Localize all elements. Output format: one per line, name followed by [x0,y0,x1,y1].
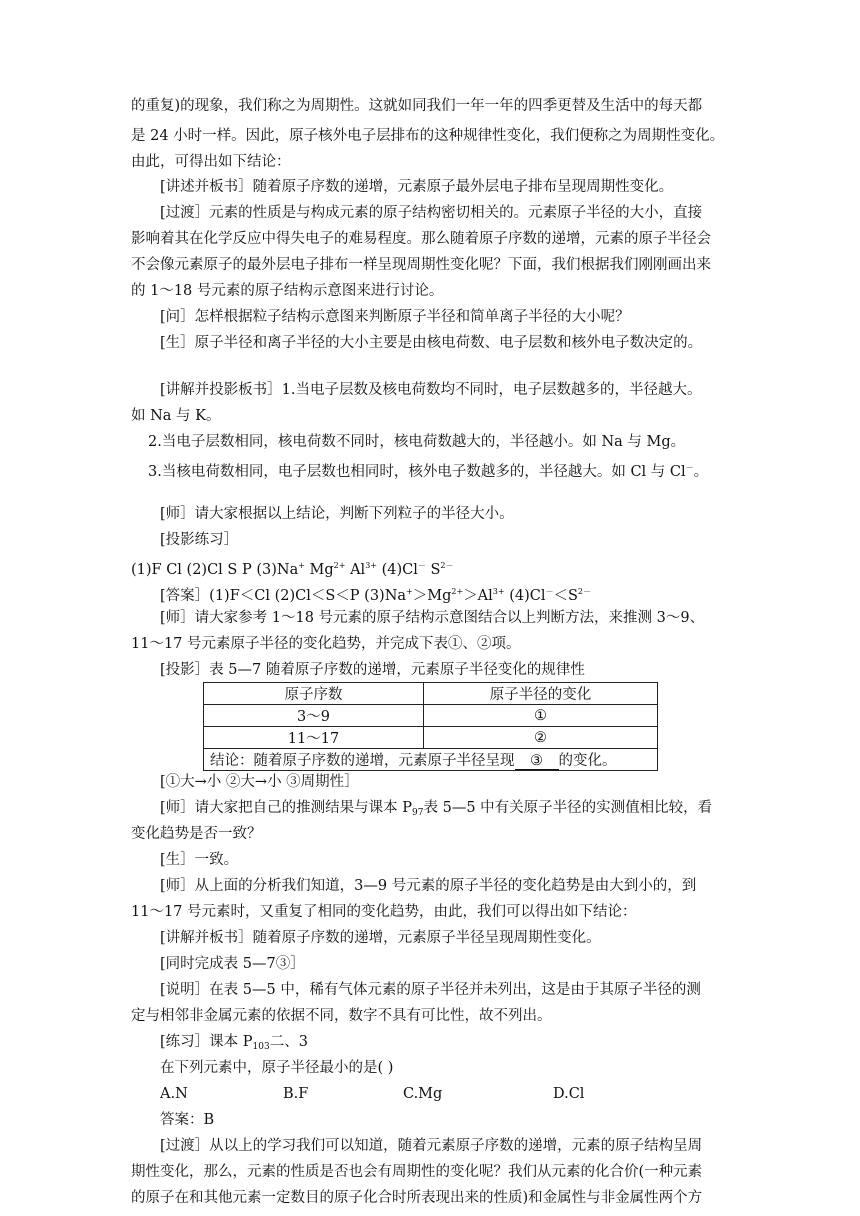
text-span: Al [345,562,366,578]
text-line: 的原子在和其他元素一定数目的原子化合时所表现出来的性质)和金属性与非金属性两个方 [131,1190,703,1206]
text-line: [同时完成表 5—7③］ [160,956,305,972]
conclusion-text: 结论：随着原子序数的递增，元素原子半径呈现 [210,753,515,769]
text-line: 如 Na 与 K。 [131,408,221,424]
table-header-cell: 原子序数 [204,683,424,705]
text-span: ＜S [553,588,578,604]
text-line [160,582,591,606]
superscript: 2+ [333,561,346,570]
text-line [148,458,708,482]
superscript: 2－ [577,587,592,596]
text-span: [师］请大家把自己的推测结果与课本 P [160,800,413,816]
text-span: 表 5—5 中有关原子半径的实测值相比较，看 [423,800,713,816]
text-line: [投影练习］ [160,532,239,548]
superscript: + [406,587,413,596]
text-line: [师］请大家根据以上结论，判断下列粒子的半径大小。 [160,506,514,522]
text-span: 二、3 [269,1034,308,1050]
subscript: 103 [252,1042,270,1052]
table-cell: ② [424,727,658,749]
table-header-cell: 原子半径的变化 [424,683,658,705]
text-span: (1)F Cl (2)Cl S P (3)Na [131,562,299,578]
superscript: 2+ [451,587,464,596]
text-span: ＞Al [463,588,493,604]
subscript: 97 [412,808,424,818]
text-line: 11～17 号元素时，又重复了相同的变化趋势，由此，我们可以得出如下结论： [131,904,637,920]
text-line: [师］请大家参考 1～18 号元素的原子结构示意图结合以上判断方法，来推测 3～9、 [160,610,705,626]
table-conclusion-row [204,749,658,771]
text-line: [①大→小 ②大→小 ③周期性］ [160,774,359,790]
conclusion-text: 的变化。 [558,753,617,769]
text-line: 不会像元素原子的最外层电子排布一样呈现周期性变化呢？下面，我们根据我们刚刚画出来 [131,257,711,273]
text-line: 的 1～18 号元素的原子结构示意图来进行讨论。 [131,283,444,299]
text-span: ＞Mg [412,588,452,604]
text-line: [讲述并板书］随着原子序数的递增，元素原子最外层电子排布呈现周期性变化。 [160,179,674,195]
text-line: 影响着其在化学反应中得失电子的难易程度。那么随着原子序数的递增，元素的原子半径会 [131,231,711,247]
text-span: (4)Cl [376,562,418,578]
radius-trend-table [203,682,658,771]
text-span: S [425,562,441,578]
table-row [204,705,658,727]
text-line: [说明］在表 5—5 中，稀有气体元素的原子半径并未列出，这是由于其原子半径的测 [160,982,701,998]
superscript: + [298,561,305,570]
superscript: － [545,587,554,596]
option-c: C.Mg [403,1086,443,1102]
text-line: [师］从上面的分析我们知道，3—9 号元素的原子半径的变化趋势是由大到小的，到 [160,878,697,894]
text-line: 的重复)的现象，我们称之为周期性。这就如同我们一年一年的四季更替及生活中的每天都 [131,98,703,114]
option-b: B.F [283,1086,309,1102]
text-span: 。 [693,464,709,480]
text-line: [讲解并投影板书］1.当电子层数及核电荷数均不同时，电子层数越多的，半径越大。 [160,382,702,398]
text-line: [生］一致。 [160,852,239,868]
table-cell: ① [424,705,658,727]
table-header-row [204,683,658,705]
text-line: 由此，可得出如下结论： [131,154,291,170]
option-a: A.N [160,1086,188,1102]
text-line: 答案：B [160,1112,215,1128]
text-line [160,798,712,823]
text-line: 2.当电子层数相同，核电荷数不同时，核电荷数越大的，半径越小。如 Na 与 Mg。 [148,434,686,450]
text-line: 期性变化，那么，元素的性质是否也会有周期性的变化呢？我们从元素的化合价(一种元素 [131,1164,703,1180]
text-line: [问］怎样根据粒子结构示意图来判断原子半径和简单离子半径的大小呢？ [160,309,630,325]
superscript: 2－ [440,561,454,570]
superscript: － [685,463,694,472]
table-conclusion-cell [204,749,658,771]
text-span: Mg [304,562,334,578]
table-cell: 11～17 [204,727,424,749]
text-line: 是 24 小时一样。因此，原子核外电子层排布的这种规律性变化，我们便称之为周期性变化。 [131,128,725,144]
text-line: 定与相邻非金属元素的依据不同，数字不具有可比性，故不列出。 [131,1008,552,1024]
fill-in-blank: ③ [515,753,559,770]
superscript: － [417,561,426,570]
text-line: [投影］表 5—7 随着原子序数的递增，元素原子半径变化的规律性 [160,662,585,678]
text-line: [讲解并板书］随着原子序数的递增，元素原子半径呈现周期性变化。 [160,930,601,946]
superscript: 3+ [492,587,505,596]
text-span: (4)Cl [504,588,546,604]
text-line [160,1032,308,1057]
text-span: [练习］课本 P [160,1034,253,1050]
text-line: [过渡］从以上的学习我们可以知道，随着元素原子序数的递增，元素的原子结构呈周 [160,1138,703,1154]
text-span: [答案］(1)F＜Cl (2)Cl＜S＜P (3)Na [160,588,407,604]
superscript: 3+ [365,561,377,570]
table-cell: 3～9 [204,705,424,727]
text-line [131,556,454,580]
text-span: 3.当核电荷数相同，电子层数也相同时，核外电子数越多的，半径越大。如 Cl 与 Cl [148,464,686,480]
text-line: 在下列元素中，原子半径最小的是( ) [160,1060,394,1076]
text-line: 变化趋势是否一致？ [131,826,262,842]
text-line: [生］原子半径和离子半径的大小主要是由核电荷数、电子层数和核外电子数决定的。 [160,335,703,351]
text-line: 11～17 号元素原子半径的变化趋势，并完成下表①、②项。 [131,636,521,652]
text-line: [过渡］元素的性质是与构成元素的原子结构密切相关的。元素原子半径的大小，直接 [160,205,703,221]
table-row [204,727,658,749]
option-d: D.Cl [553,1086,585,1102]
